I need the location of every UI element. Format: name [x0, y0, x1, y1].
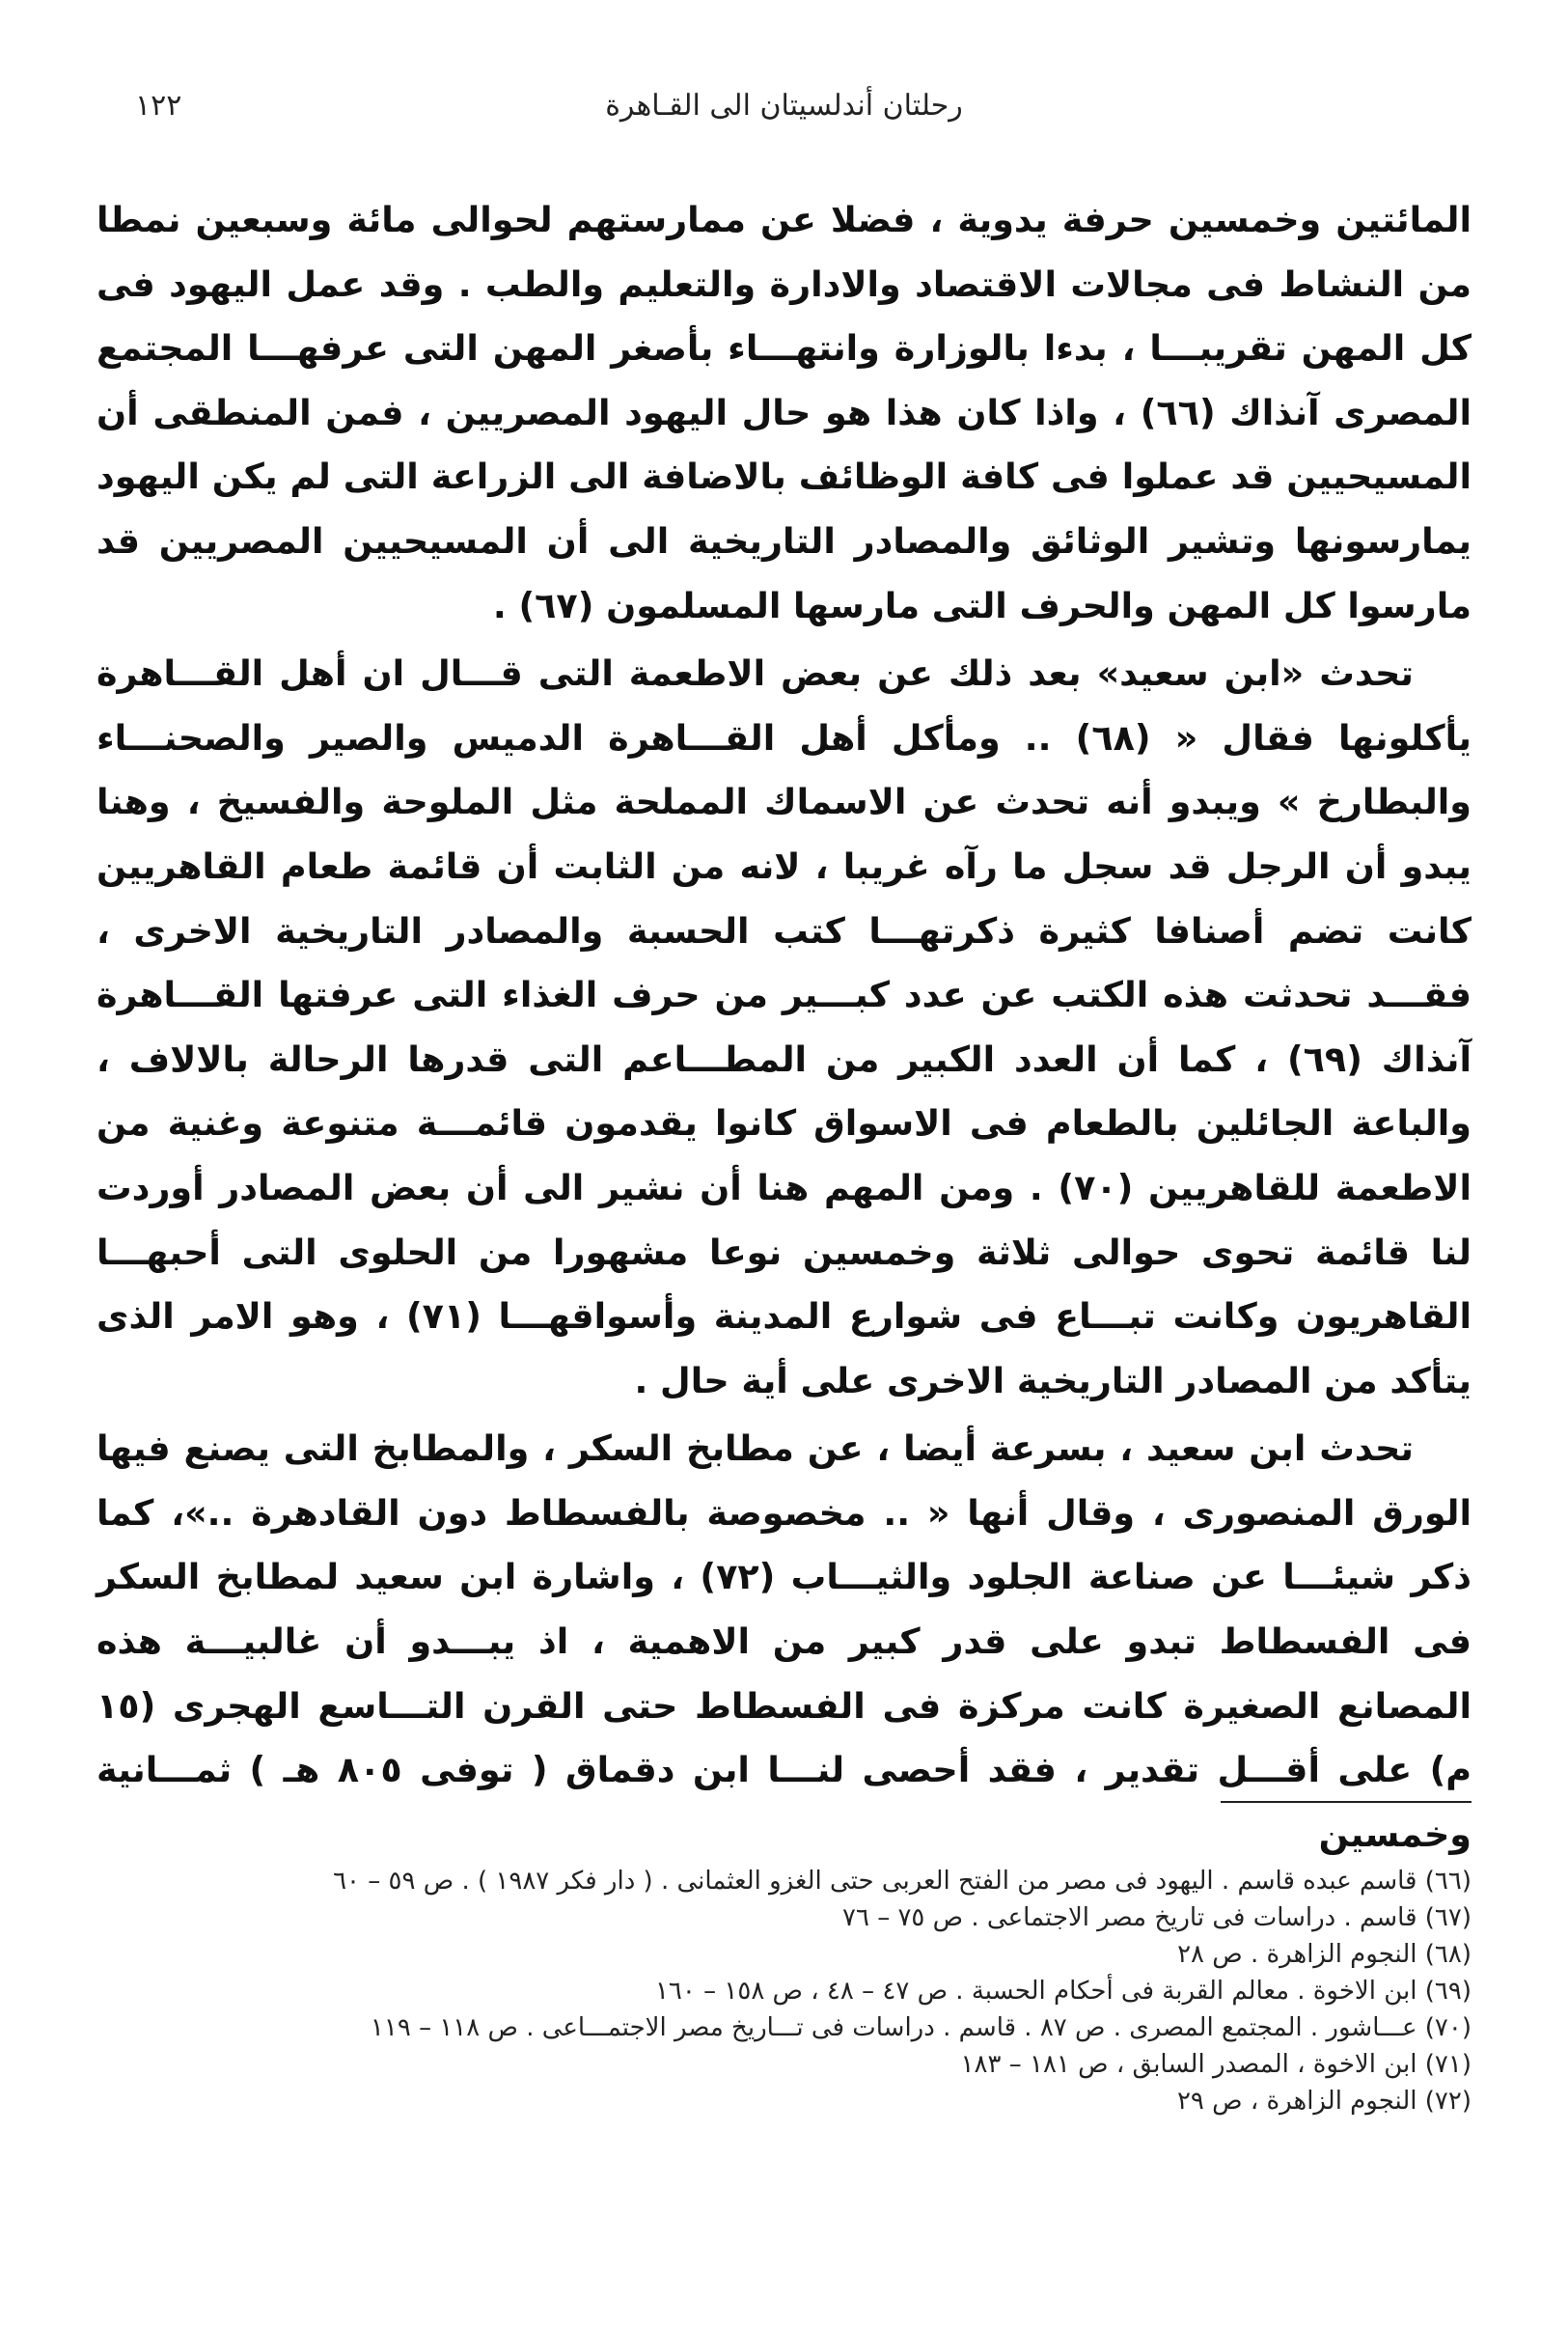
paragraph-3: تحدث ابن سعيد ، بسرعة أيضا ، عن مطابخ السكر ، والمطابخ التى يصنع فيها الورق المنصورى ، وقال أنها « .. مخصوصة بالفسطاط دون القادهرة ..»، كما ذكر شيئـــا عن صناعة الجلود والثيـــاب (٧٢) ، واشارة ابن سعيد لمطابخ السكر فى الفسطاط تبدو على قدر كبير من الاهمية ، اذ يبـــدو أن غالبيـــة هذه المصانع الصغيرة كانت مركزة فى الفسطاط حتى القرن التـــاسع الهجرى (١٥ م) على أقـــل تقدير ، فقد أحصى لنـــا ابن دقماق ( توفى ٨٠٥ هـ ) ثمـــانية وخمسين: [96, 1427, 1472, 1855]
body-text: [96, 188, 1472, 1870]
footnote-69: (٦٩) ابن الاخوة . معالم القربة فى أحكام الحسبة . ص ٤٧ – ٤٨ ، ص ١٥٨ – ١٦٠: [654, 1977, 1472, 2006]
footnote-70: (٧٠) عـــاشور . المجتمع المصرى . ص ٨٧ . قاسم . دراسات فى تـــاريخ مصر الاجتمـــاعى . ص ١١٨ – ١١٩: [370, 2013, 1472, 2042]
footnote-67: (٦٧) قاسم . دراسات فى تاريخ مصر الاجتماعى . ص ٧٥ – ٧٦: [842, 1903, 1472, 1932]
running-title: رحلتان أندلسيتان الى القـاهرة: [605, 89, 963, 123]
footnote-separator: [1221, 1801, 1472, 1803]
footnote-68: (٦٨) النجوم الزاهرة . ص ٢٨: [1177, 1940, 1472, 1969]
page-number: ١٢٢: [135, 89, 182, 123]
page-header: [135, 89, 1433, 137]
paragraph-2: تحدث «ابن سعيد» بعد ذلك عن بعض الاطعمة التى قـــال ان أهل القـــاهرة يأكلونها فقال « (٦٨) .. ومأكل أهل القـــاهرة الدميس والصير والصحنـــاء والبطارخ » ويبدو أنه تحدث عن الاسماك المملحة مثل الملوحة والفسيخ ، وهنا يبدو أن الرجل قد سجل ما رآه غريبا ، لانه من الثابت أن قائمة طعام القاهريين كانت تضم أصنافا كثيرة ذكرتهـــا كتب الحسبة والمصادر التاريخية الاخرى ، فقـــد تحدثت هذه الكتب عن عدد كبـــير من حرف الغذاء التى عرفتها القـــاهرة آنذاك (٦٩) ، كما أن العدد الكبير من المطـــاعم التى قدرها الرحالة بالالاف ، والباعة الجائلين بالطعام فى الاسواق كانوا يقدمون قائمـــة متنوعة وغنية من الاطعمة للقاهريين (٧٠) . ومن المهم هنا أن نشير الى أن بعض المصادر أوردت لنا قائمة تحوى حوالى ثلاثة وخمسين نوعا مشهورا من الحلوى التى أحبهـــا القاهريون وكانت تبـــاع فى شوارع المدينة وأسواقهـــا (٧١) ، وهو الامر الذى يتأكد من المصادر التاريخية الاخرى على أية حال .: [96, 652, 1472, 1401]
footnotes: [96, 1863, 1472, 2119]
footnote-71: (٧١) ابن الاخوة ، المصدر السابق ، ص ١٨١ – ١٨٣: [960, 2050, 1472, 2079]
footnote-72: (٧٢) النجوم الزاهرة ، ص ٢٩: [1176, 2087, 1472, 2116]
footnote-66: (٦٦) قاسم عبده قاسم . اليهود فى مصر من الفتح العربى حتى الغزو العثمانى . ( دار فكر ١٩٨٧ ) . ص ٥٩ – ٦٠: [333, 1867, 1472, 1896]
paragraph-1: المائتين وخمسين حرفة يدوية ، فضلا عن ممارستهم لحوالى مائة وسبعين نمطا من النشاط فى مجالات الاقتصاد والادارة والتعليم والطب . وقد عمل اليهود فى كل المهن تقريبـــا ، بدءا بالوزارة وانتهـــاء بأصغر المهن التى عرفهـــا المجتمع المصرى آنذاك (٦٦) ، واذا كان هذا هو حال اليهود المصريين ، فمن المنطقى أن المسيحيين قد عملوا فى كافة الوظائف بالاضافة الى الزراعة التى لم يكن اليهود يمارسونها وتشير الوثائق والمصادر التاريخية الى أن المسيحيين المصريين قد مارسوا كل المهن والحرف التى مارسها المسلمون (٦٧) .: [96, 199, 1472, 626]
